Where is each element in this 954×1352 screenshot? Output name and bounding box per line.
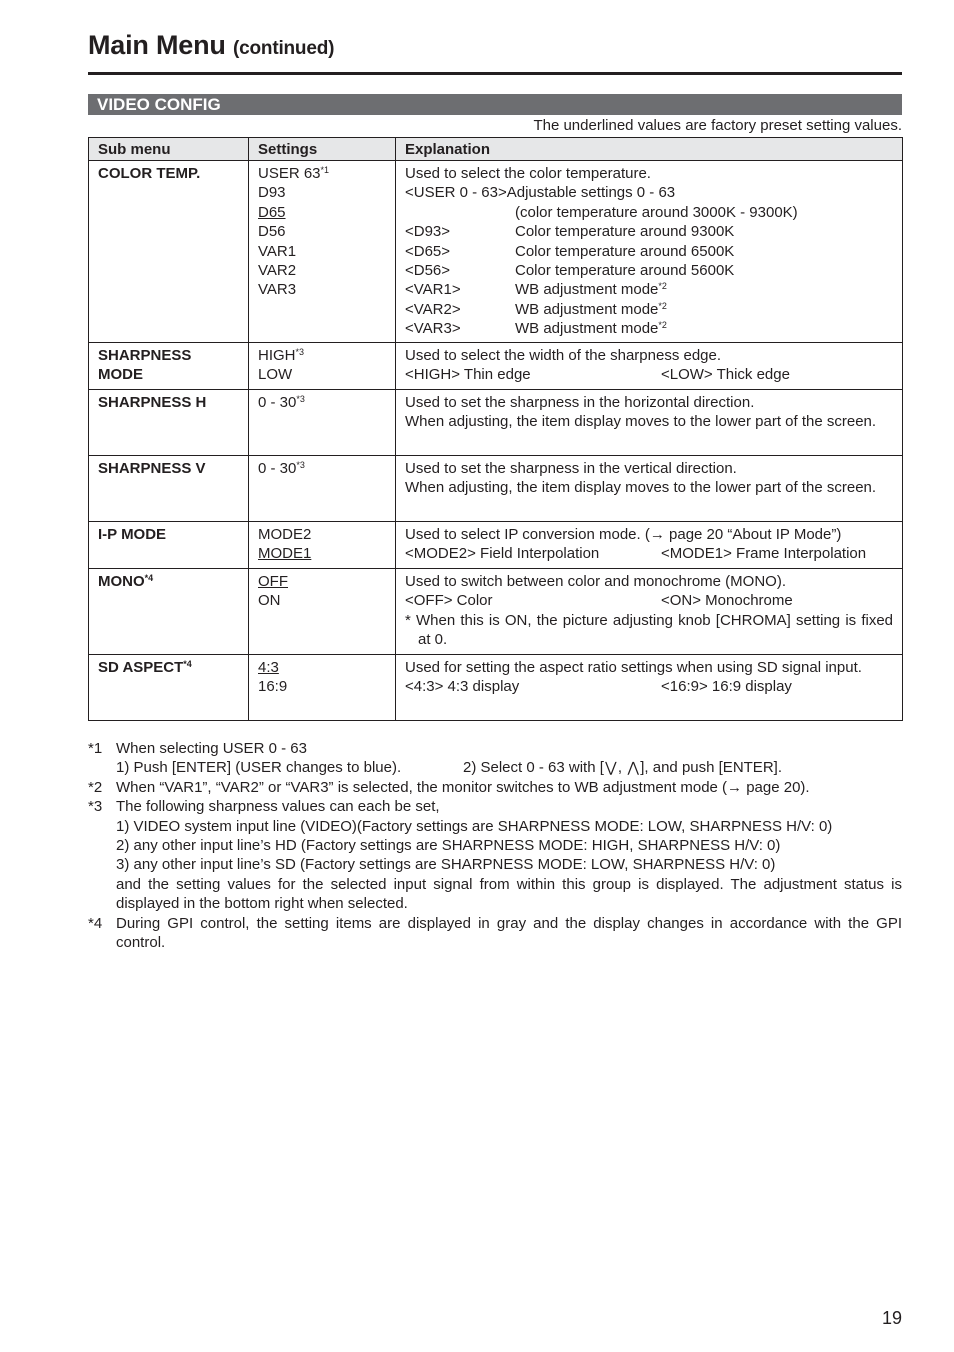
explanation-color-temp: Used to select the color temperature. <USER 0 - 63>Adjustable settings 0 - 63 (color temperature around 3000K - 9300K) <D93> Color temperature around 9300K <D65> Color temperature around 6500K <D56> Color temperature around 5600K <VAR1> WB adjustment mode$^{*2}$ <VAR2> WB adjustment mode$^{*2}$ <VAR3> WB adjustment mode$^{*2}$: [396, 161, 903, 343]
column-header-settings: Settings: [249, 138, 396, 161]
up-arrow-icon: ⋀: [627, 759, 639, 776]
settings-sharpness-v: 0 - 30$^{*3}$: [249, 456, 396, 522]
explanation-mono: Used to switch between color and monochrome (MONO). <OFF> Color <ON> Monochrome * When this is ON, the picture adjusting knob [CHROMA] setting is fixed at 0.: [396, 569, 903, 655]
setting-option-default: MODE1: [258, 545, 312, 563]
sub-menu-ip-mode: I-P MODE: [89, 522, 249, 569]
table-row: [89, 390, 903, 456]
table-row: [89, 655, 903, 721]
footnote-2: *2 When “VAR1”, “VAR2” or “VAR3” is selected, the monitor switches to WB adjustment mode (→ page 20).: [88, 778, 810, 796]
factory-preset-note: The underlined values are factory preset setting values.: [533, 117, 902, 134]
sub-menu-sharpness-h: SHARPNESS H: [89, 390, 249, 456]
table-row: [89, 343, 903, 390]
footnotes: [88, 739, 902, 952]
sub-menu-mono: MONO$^{*4}$: [89, 569, 249, 655]
section-header: VIDEO CONFIG: [88, 94, 902, 115]
setting-option: VAR1: [258, 242, 297, 260]
settings-mono: OFF ON: [249, 569, 396, 655]
setting-option: VAR2: [258, 262, 297, 280]
explanation-sd-aspect: Used for setting the aspect ratio settings when using SD signal input. <4:3> 4:3 display <16:9> 16:9 display: [396, 655, 903, 721]
setting-option: USER 63$^{*1}$: [258, 165, 330, 182]
explanation-ip-mode: Used to select IP conversion mode. (→ page 20 “About IP Mode”) <MODE2> Field Interpolation <MODE1> Frame Interpolation: [396, 522, 903, 569]
setting-option-default: OFF: [258, 573, 288, 590]
setting-option: D93: [258, 184, 286, 202]
explanation-sharpness-v: Used to set the sharpness in the vertical direction. When adjusting, the item display moves to the lower part of the screen.: [396, 456, 903, 522]
explanation-sharpness-h: Used to set the sharpness in the horizontal direction. When adjusting, the item display moves to the lower part of the screen.: [396, 390, 903, 456]
title-rule: [88, 72, 902, 75]
setting-option: D56: [258, 223, 286, 241]
column-header-explanation: Explanation: [396, 138, 903, 161]
page-title: [88, 30, 334, 61]
sub-menu-sd-aspect: SD ASPECT$^{*4}$: [89, 655, 249, 721]
settings-ip-mode: MODE2 MODE1: [249, 522, 396, 569]
sub-menu-sharpness-mode: SHARPNESS MODE: [89, 343, 249, 390]
sub-menu-color-temp: COLOR TEMP.: [89, 161, 249, 343]
setting-option: VAR3: [258, 281, 297, 299]
settings-color-temp: [249, 161, 396, 343]
table-header-row: [89, 138, 903, 161]
settings-sd-aspect: 4:3 16:9: [249, 655, 396, 721]
settings-table: [88, 137, 903, 721]
settings-sharpness-h: 0 - 30$^{*3}$: [249, 390, 396, 456]
page-number: 19: [881, 1308, 902, 1328]
table-row: [89, 456, 903, 522]
footnote-3: *3 The following sharpness values can each be set, 1) VIDEO system input line (VIDEO)(Factory settings are SHARPNESS MODE: LOW, SHARPNESS H/V: 0) 2) any other input line’s HD (Factory settings are SHARPNESS MODE: HIGH, SHARPNESS H/V: 0) 3) any other input line’s SD (Factory settings are SHARPNESS MODE: LOW, SHARPNESS H/V: 0) and the setting values for the selected input signal from within this group is displayed. The adjustment status is displayed in the bottom right when selected.: [88, 798, 902, 913]
setting-option-default: 4:3: [258, 659, 279, 676]
footnote-4: *4 During GPI control, the setting items are displayed in gray and the display changes in accordance with the GPI control.: [88, 914, 902, 952]
sub-menu-sharpness-v: SHARPNESS V: [89, 456, 249, 522]
footnote-1: *1 When selecting USER 0 - 63 1) Push [ENTER] (USER changes to blue). 2) Select 0 - 63 with [⋁, ⋀], and push [ENTER].: [88, 740, 782, 777]
setting-option-default: D65: [258, 203, 286, 221]
column-header-sub-menu: Sub menu: [89, 138, 249, 161]
explanation-sharpness-mode: Used to select the width of the sharpness edge. <HIGH> Thin edge <LOW> Thick edge: [396, 343, 903, 390]
down-arrow-icon: ⋁: [605, 759, 617, 776]
table-row: [89, 522, 903, 569]
settings-sharpness-mode: HIGH$^{*3}$ LOW: [249, 343, 396, 390]
table-row: [89, 569, 903, 655]
page-title-continued: (continued): [233, 38, 335, 59]
page-title-main: Main Menu: [88, 30, 226, 60]
table-row: [89, 161, 903, 343]
